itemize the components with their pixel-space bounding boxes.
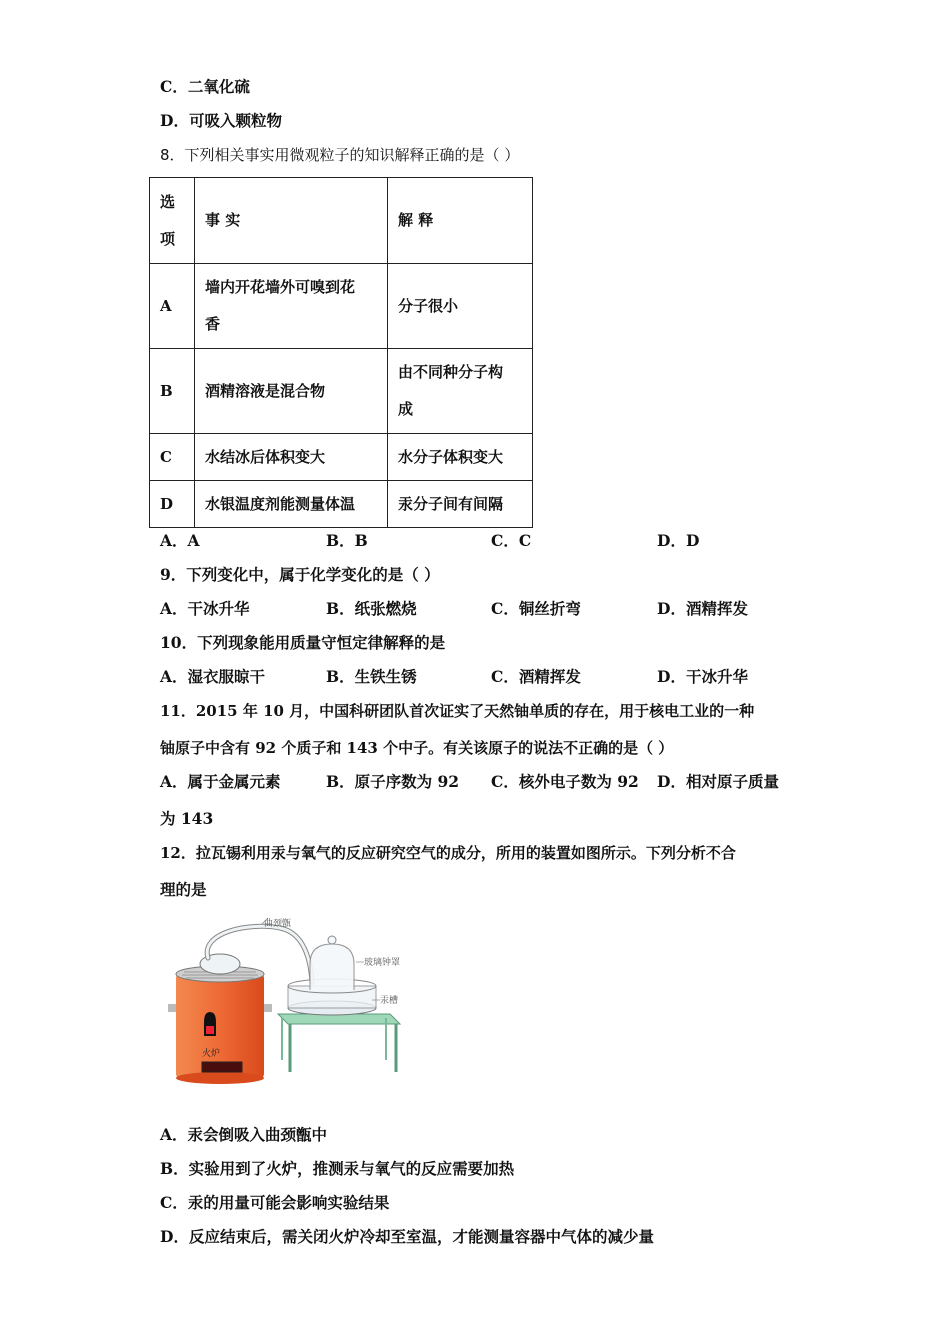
row-fact: 水结冰后体积变大 — [195, 434, 388, 481]
q10-option-c[interactable]: C．酒精挥发 — [491, 667, 581, 686]
table-row — [150, 481, 533, 528]
row-explain: 水分子体积变大 — [388, 434, 533, 481]
retort-label: 曲颈甑 — [264, 919, 292, 929]
row-explain: 分子很小 — [388, 264, 533, 349]
q11-options — [160, 772, 840, 792]
table-header-row — [150, 178, 533, 264]
q7-option-d: D．可吸入颗粒物 — [160, 111, 282, 130]
q9-stem: 9．下列变化中，属于化学变化的是（ ） — [160, 565, 440, 584]
q11-option-c[interactable]: C．核外电子数为 92 — [491, 772, 639, 791]
trough-label: 汞槽 — [380, 996, 399, 1006]
q8-option-b[interactable]: B．B — [326, 531, 368, 550]
q12-stem-line2: 理的是 — [160, 880, 207, 899]
header-option: 选 项 — [150, 178, 195, 264]
q12-option-c[interactable]: C．汞的用量可能会影响实验结果 — [160, 1193, 390, 1212]
table-row — [150, 264, 533, 349]
q11-option-b[interactable]: B．原子序数为 92 — [326, 772, 460, 791]
row-fact: 水银温度剂能测量体温 — [195, 481, 388, 528]
bell-jar — [310, 944, 354, 990]
q10-option-a[interactable]: A．湿衣服晾干 — [160, 667, 266, 686]
q9-options — [160, 599, 840, 619]
row-fact: 酒精溶液是混合物 — [195, 349, 388, 434]
header-explain: 解 释 — [388, 178, 533, 264]
q10-stem: 10．下列现象能用质量守恒定律解释的是 — [160, 633, 446, 652]
q9-option-a[interactable]: A．干冰升华 — [160, 599, 250, 618]
q9-option-b[interactable]: B．纸张燃烧 — [326, 599, 417, 618]
q12-stem-line1: 12．拉瓦锡利用汞与氧气的反应研究空气的成分，所用的装置如图所示。下列分析不合 — [160, 844, 736, 862]
q10-options — [160, 667, 840, 687]
q12-option-a[interactable]: A．汞会倒吸入曲颈甑中 — [160, 1125, 328, 1144]
q10-option-b[interactable]: B．生铁生锈 — [326, 667, 417, 686]
table-row — [150, 349, 533, 434]
q10-option-d[interactable]: D．干冰升华 — [657, 667, 748, 686]
q11-option-a[interactable]: A．属于金属元素 — [160, 772, 281, 791]
q12-option-b[interactable]: B．实验用到了火炉，推测汞与氧气的反应需要加热 — [160, 1159, 515, 1178]
q8-option-c[interactable]: C．C — [491, 531, 532, 550]
row-option: A — [150, 264, 195, 349]
q8-option-d[interactable]: D．D — [657, 531, 700, 550]
q11-option-d[interactable]: D．相对原子质量 — [657, 772, 779, 791]
q8-table — [149, 177, 533, 528]
furnace-label: 火炉 — [202, 1049, 221, 1059]
header-fact: 事 实 — [195, 178, 388, 264]
q8-options — [160, 531, 840, 551]
q12-option-d[interactable]: D．反应结束后，需关闭火炉冷却至室温，才能测量容器中气体的减少量 — [160, 1227, 654, 1246]
table-top — [278, 1014, 400, 1024]
row-option: B — [150, 349, 195, 434]
q11-stem-line1: 11．2015 年 10 月，中国科研团队首次证实了天然铀单质的存在，用于核电工业的一种 — [160, 702, 755, 720]
row-explain: 由不同种分子构 成 — [388, 349, 533, 434]
q8-option-a[interactable]: A．A — [160, 531, 200, 550]
q8-stem: 8．下列相关事实用微观粒子的知识解释正确的是（ ） — [160, 146, 520, 164]
row-explain: 汞分子间有间隔 — [388, 481, 533, 528]
q9-option-c[interactable]: C．铜丝折弯 — [491, 599, 581, 618]
bell-jar-label: 玻璃钟罩 — [364, 958, 401, 968]
q7-option-c: C．二氧化硫 — [160, 77, 250, 96]
row-option: C — [150, 434, 195, 481]
q11-stem-line2: 铀原子中含有 92 个质子和 143 个中子。有关该原子的说法不正确的是（ ） — [160, 739, 674, 757]
row-fact: 墙内开花墙外可嗅到花 香 — [195, 264, 388, 349]
q11-option-d-continued: 为 143 — [160, 809, 214, 828]
q9-option-d[interactable]: D．酒精挥发 — [657, 599, 748, 618]
table-row — [150, 434, 533, 481]
row-option: D — [150, 481, 195, 528]
lavoisier-apparatus-figure — [160, 912, 410, 1092]
